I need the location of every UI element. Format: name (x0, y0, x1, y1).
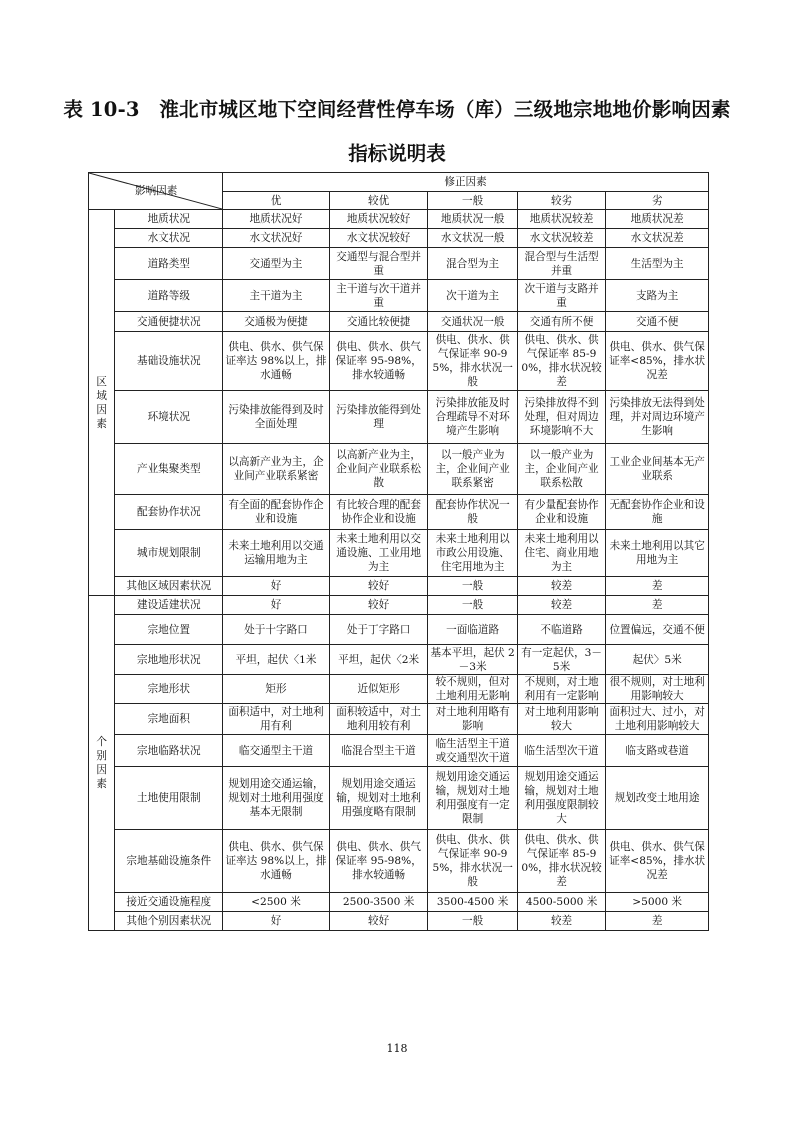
grade-cell: 不规则，对土地利用有一定影响 (517, 675, 605, 704)
grade-cell: 供电、供水、供气保证率 95-98%，排水较通畅 (329, 830, 428, 893)
table-row (89, 830, 709, 893)
factor-name: 接近交通设施程度 (115, 893, 223, 912)
factor-table (88, 172, 709, 931)
grade-cell: 配套协作状况一般 (428, 495, 517, 530)
group-label (89, 596, 115, 931)
grade-cell: 对土地利用略有影响 (428, 704, 517, 735)
factor-name: 宗地基础设施条件 (115, 830, 223, 893)
grade-header: 一般 (428, 192, 517, 210)
grade-cell: 未来土地利用以市政公用设施、住宅用地为主 (428, 530, 517, 577)
grade-cell: 地质状况一般 (428, 210, 517, 229)
page-number: 118 (386, 1042, 408, 1055)
grade-cell: 供电、供水、供气保证率 85-90%，排水状况较差 (517, 830, 605, 893)
table-row (89, 767, 709, 830)
table-row (89, 675, 709, 704)
grade-cell: 较不规则，但对土地利用无影响 (428, 675, 517, 704)
grade-cell: 无配套协作企业和设施 (606, 495, 709, 530)
grade-cell: 未来土地利用以交通设施、工业用地为主 (329, 530, 428, 577)
grade-cell: 供电、供水、供气保证率达 98%以上，排水通畅 (223, 332, 330, 391)
factor-name: 基础设施状况 (115, 332, 223, 391)
table-row (89, 280, 709, 312)
table-row (89, 332, 709, 391)
grade-cell: 以高新产业为主，企业间产业联系松散 (329, 444, 428, 495)
table-row (89, 495, 709, 530)
factor-name: 水文状况 (115, 229, 223, 248)
grade-cell: 临交通型主干道 (223, 735, 330, 767)
grade-header: 较优 (329, 192, 428, 210)
table-title-line2: 指标说明表 (348, 142, 446, 165)
factor-name: 宗地地形状况 (115, 645, 223, 675)
table-title-line1: 表 10-3 淮北市城区地下空间经营性停车场（库）三级地宗地地价影响因素 (63, 98, 731, 121)
grade-cell: 平坦，起伏〈1米 (223, 645, 330, 675)
grade-cell: 临混合型主干道 (329, 735, 428, 767)
group-label-text: 个别因素 (96, 736, 107, 790)
grade-cell: 差 (606, 596, 709, 615)
table-row (89, 248, 709, 280)
header-correction: 修正因素 (223, 173, 709, 192)
grade-cell: 以一般产业为主，企业间产业联系松散 (517, 444, 605, 495)
grade-cell: 好 (223, 577, 330, 596)
grade-cell: 较差 (517, 596, 605, 615)
factor-name: 宗地面积 (115, 704, 223, 735)
grade-cell: 供电、供水、供气保证率 95-98%，排水较通畅 (329, 332, 428, 391)
grade-cell: 平坦，起伏〈2米 (329, 645, 428, 675)
grade-header: 较劣 (517, 192, 605, 210)
grade-cell: 较好 (329, 596, 428, 615)
grade-cell: 好 (223, 912, 330, 931)
factor-name: 建设适建状况 (115, 596, 223, 615)
grade-cell: 次干道为主 (428, 280, 517, 312)
grade-cell: 水文状况好 (223, 229, 330, 248)
grade-cell: 近似矩形 (329, 675, 428, 704)
table-row (89, 735, 709, 767)
grade-cell: <2500 米 (223, 893, 330, 912)
grade-cell: 供电、供水、供气保证率<85%，排水状况差 (606, 332, 709, 391)
table-row (89, 530, 709, 577)
header-influence-label: 影响因素 (135, 185, 178, 197)
grade-cell: >5000 米 (606, 893, 709, 912)
grade-cell: 有比较合理的配套协作企业和设施 (329, 495, 428, 530)
grade-cell: 水文状况较好 (329, 229, 428, 248)
factor-name: 宗地临路状况 (115, 735, 223, 767)
grade-cell: 面积较适中，对土地利用较有利 (329, 704, 428, 735)
grade-header: 劣 (606, 192, 709, 210)
grade-cell: 好 (223, 596, 330, 615)
grade-cell: 供电、供水、供气保证率 85-90%，排水状况较差 (517, 332, 605, 391)
factor-name: 土地使用限制 (115, 767, 223, 830)
grade-cell: 以一般产业为主，企业间产业联系紧密 (428, 444, 517, 495)
grade-cell: 交通型为主 (223, 248, 330, 280)
grade-cell: 规划用途交通运输，规划对土地利用强度有一定限制 (428, 767, 517, 830)
factor-name: 道路类型 (115, 248, 223, 280)
grade-cell: 2500-3500 米 (329, 893, 428, 912)
grade-cell: 差 (606, 912, 709, 931)
table-row (89, 645, 709, 675)
grade-cell: 规划用途交通运输，规划对土地利用强度限制较大 (517, 767, 605, 830)
factor-name: 宗地位置 (115, 615, 223, 645)
group-label-text: 区域因素 (96, 375, 107, 430)
factor-name: 环境状况 (115, 391, 223, 444)
grade-cell: 交通状况一般 (428, 312, 517, 332)
grade-cell: 水文状况一般 (428, 229, 517, 248)
grade-cell: 混合型为主 (428, 248, 517, 280)
grade-cell: 有全面的配套协作企业和设施 (223, 495, 330, 530)
grade-cell: 临生活型主干道或交通型次干道 (428, 735, 517, 767)
grade-cell: 起伏〉5米 (606, 645, 709, 675)
grade-cell: 地质状况差 (606, 210, 709, 229)
grade-cell: 3500-4500 米 (428, 893, 517, 912)
factor-name: 宗地形状 (115, 675, 223, 704)
grade-cell: 一般 (428, 912, 517, 931)
factor-name: 产业集聚类型 (115, 444, 223, 495)
factor-name: 其他个别因素状况 (115, 912, 223, 931)
grade-cell: 4500-5000 米 (517, 893, 605, 912)
grade-cell: 地质状况较好 (329, 210, 428, 229)
factor-name: 配套协作状况 (115, 495, 223, 530)
grade-cell: 污染排放能得到处理 (329, 391, 428, 444)
grade-cell: 规划用途交通运输，规划对土地利用强度略有限制 (329, 767, 428, 830)
grade-cell: 交通不便 (606, 312, 709, 332)
grade-cell: 位置偏远，交通不便 (606, 615, 709, 645)
grade-cell: 较差 (517, 577, 605, 596)
grade-cell: 一面临道路 (428, 615, 517, 645)
grade-cell: 污染排放能得到及时全面处理 (223, 391, 330, 444)
grade-cell: 不临道路 (517, 615, 605, 645)
grade-cell: 次干道与支路并重 (517, 280, 605, 312)
grade-cell: 供电、供水、供气保证率达 98%以上，排水通畅 (223, 830, 330, 893)
grade-cell: 有少量配套协作企业和设施 (517, 495, 605, 530)
grade-cell: 支路为主 (606, 280, 709, 312)
table-row (89, 229, 709, 248)
grade-cell: 未来土地利用以住宅、商业用地为主 (517, 530, 605, 577)
group-label (89, 210, 115, 596)
grade-cell: 水文状况差 (606, 229, 709, 248)
factor-name: 地质状况 (115, 210, 223, 229)
grade-cell: 主干道与次干道并重 (329, 280, 428, 312)
grade-cell: 水文状况较差 (517, 229, 605, 248)
grade-cell: 主干道为主 (223, 280, 330, 312)
grade-cell: 一般 (428, 577, 517, 596)
grade-cell: 地质状况较差 (517, 210, 605, 229)
table-row (89, 444, 709, 495)
grade-cell: 供电、供水、供气保证率 90-95%，排水状况一般 (428, 332, 517, 391)
grade-cell: 基本平坦，起伏 2－3米 (428, 645, 517, 675)
grade-cell: 面积过大、过小，对土地利用影响较大 (606, 704, 709, 735)
grade-cell: 面积适中，对土地利用有利 (223, 704, 330, 735)
grade-cell: 处于丁字路口 (329, 615, 428, 645)
grade-cell: 交通极为便捷 (223, 312, 330, 332)
table-row (89, 577, 709, 596)
grade-cell: 污染排放无法得到处理，并对周边环境产生影响 (606, 391, 709, 444)
grade-cell: 以高新产业为主，企业间产业联系紧密 (223, 444, 330, 495)
grade-cell: 生活型为主 (606, 248, 709, 280)
grade-cell: 污染排放能及时合理疏导不对环境产生影响 (428, 391, 517, 444)
grade-cell: 工业企业间基本无产业联系 (606, 444, 709, 495)
grade-cell: 一般 (428, 596, 517, 615)
grade-cell: 供电、供水、供气保证率<85%，排水状况差 (606, 830, 709, 893)
grade-cell: 临支路或巷道 (606, 735, 709, 767)
header-influence-cell (89, 173, 223, 210)
grade-cell: 较好 (329, 577, 428, 596)
grade-cell: 矩形 (223, 675, 330, 704)
table-row (89, 391, 709, 444)
grade-cell: 临生活型次干道 (517, 735, 605, 767)
table-row (89, 312, 709, 332)
grade-cell: 供电、供水、供气保证率 90-95%，排水状况一般 (428, 830, 517, 893)
factor-name: 道路等级 (115, 280, 223, 312)
grade-header: 优 (223, 192, 330, 210)
grade-cell: 地质状况好 (223, 210, 330, 229)
grade-cell: 交通有所不便 (517, 312, 605, 332)
grade-cell: 差 (606, 577, 709, 596)
table-row (89, 615, 709, 645)
grade-cell: 处于十字路口 (223, 615, 330, 645)
grade-cell: 较差 (517, 912, 605, 931)
grade-cell: 交通比较便捷 (329, 312, 428, 332)
grade-cell: 规划用途交通运输，规划对土地利用强度基本无限制 (223, 767, 330, 830)
table-row (89, 596, 709, 615)
table-row (89, 704, 709, 735)
grade-cell: 未来土地利用以其它用地为主 (606, 530, 709, 577)
table-row (89, 893, 709, 912)
grade-cell: 污染排放得不到处理，但对周边环境影响不大 (517, 391, 605, 444)
grade-cell: 混合型与生活型并重 (517, 248, 605, 280)
factor-name: 其他区域因素状况 (115, 577, 223, 596)
grade-cell: 很不规则，对土地利用影响较大 (606, 675, 709, 704)
grade-cell: 交通型与混合型并重 (329, 248, 428, 280)
grade-cell: 对土地利用影响较大 (517, 704, 605, 735)
factor-name: 城市规划限制 (115, 530, 223, 577)
grade-cell: 规划改变土地用途 (606, 767, 709, 830)
factor-name: 交通便捷状况 (115, 312, 223, 332)
table-row (89, 210, 709, 229)
grade-cell: 未来土地利用以交通运输用地为主 (223, 530, 330, 577)
table-row (89, 912, 709, 931)
grade-cell: 有一定起伏，3－5米 (517, 645, 605, 675)
grade-cell: 较好 (329, 912, 428, 931)
